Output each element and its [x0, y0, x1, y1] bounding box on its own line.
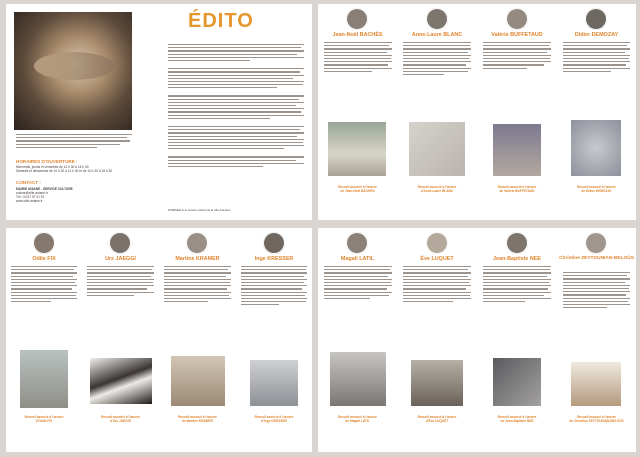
artist-caption: Recueil associé à l'œuvre de Martine KRAMER	[178, 415, 217, 423]
artist-portrait	[33, 232, 55, 254]
artist-name: Christine ZEYTOUNIAN-BELOÜS	[559, 256, 634, 261]
artist-card	[477, 4, 557, 220]
artist-portrait	[585, 8, 607, 30]
edito-body-col1	[16, 134, 132, 150]
artist-bio	[324, 266, 392, 301]
artist-portrait	[346, 232, 368, 254]
artist-name: Valérie BUFFETAUD	[491, 32, 543, 38]
artwork-image	[328, 122, 386, 176]
artist-card	[318, 228, 397, 452]
artist-card	[159, 228, 236, 452]
artist-name: Urs JAEGGI	[105, 256, 136, 262]
artist-portrait	[426, 232, 448, 254]
artwork-image	[571, 120, 621, 176]
artwork-image	[20, 350, 68, 408]
artist-bio	[87, 266, 154, 298]
page-artists-bottom-left	[6, 228, 312, 452]
edito-photo	[14, 12, 132, 130]
artist-portrait	[263, 232, 285, 254]
contact-line-3: Tél : 04 67 57 01 91	[16, 195, 45, 199]
artist-bio	[563, 42, 630, 74]
artist-caption: Recueil associé à l'œuvre de Valérie BUFFETAUD	[497, 185, 537, 193]
artist-caption: Recueil associé à l'œuvre d'Odile FIX	[24, 415, 64, 423]
artist-card	[557, 228, 636, 452]
hours-title: HORAIRES D'OUVERTURE :	[16, 159, 78, 164]
artist-card	[557, 4, 636, 220]
artist-caption: Recueil associé à l'œuvre d'Urs JAEGGI	[101, 415, 140, 423]
artist-bio	[483, 266, 551, 304]
artist-name: Magali LATIL	[340, 256, 375, 262]
artist-portrait	[186, 232, 208, 254]
artist-bio	[483, 42, 551, 71]
artwork-image	[571, 362, 621, 406]
artwork-image	[171, 356, 225, 406]
hours-line-1: Mercredis, jeudis et vendredis de 14 h 30 à 18 h 30	[16, 165, 89, 169]
artist-portrait	[585, 232, 607, 254]
artwork-image	[409, 122, 465, 176]
artwork-image	[493, 124, 541, 176]
artist-card	[397, 4, 477, 220]
artist-bio	[241, 266, 307, 307]
artist-bio	[403, 266, 471, 304]
artist-bio	[164, 266, 231, 304]
artist-portrait	[426, 8, 448, 30]
artist-card	[6, 228, 82, 452]
artist-caption: Recueil associé à l'œuvre d'Anne-Laure BLANC	[417, 185, 457, 193]
artist-portrait	[506, 8, 528, 30]
artwork-image	[250, 360, 298, 406]
artwork-image	[330, 352, 386, 406]
artwork-image	[411, 360, 463, 406]
artist-portrait	[109, 232, 131, 254]
contact-line-1: MAIRIE ANIANE - SERVICE CULTURE	[16, 187, 73, 191]
artist-bio	[11, 266, 77, 304]
artist-portrait	[346, 8, 368, 30]
artist-bio	[403, 42, 471, 77]
artist-name: Anne-Laure BLANC	[411, 32, 463, 38]
artist-portrait	[506, 232, 528, 254]
artist-bio	[563, 272, 630, 310]
artist-name: Jean-Noël BACHÈS	[332, 32, 383, 38]
contact-line-4[interactable]: www.ville-aniane.fr	[16, 199, 43, 203]
artist-name: Ève LUQUET	[420, 256, 454, 262]
artist-caption: Recueil associé à l'œuvre de Magali LATIL	[338, 415, 377, 423]
artist-caption: Recueil associé à l'œuvre de Jean-Baptiste NEE	[497, 415, 537, 423]
edito-body-col2	[168, 44, 304, 169]
artwork-image	[493, 358, 541, 406]
contact-title: CONTACT :	[16, 180, 41, 185]
artist-card	[82, 228, 159, 452]
contact-line-2[interactable]: culture@ville-aniane.fr	[16, 191, 48, 195]
artist-name: Didier DEMOZAY	[574, 32, 619, 38]
edito-title: ÉDITO	[188, 10, 254, 32]
artist-bio	[324, 42, 392, 74]
artist-card	[397, 228, 477, 452]
artist-caption: Recueil associé à l'œuvre d'Inge KRESSER	[254, 415, 294, 423]
artist-caption: Recueil associé à l'œuvre de Didier DEMOZAY	[577, 185, 616, 193]
edito-photo-fish	[34, 52, 114, 80]
page-edito	[6, 4, 312, 220]
artist-card	[477, 228, 557, 452]
artist-card	[236, 228, 312, 452]
artist-name: Odile FIX	[32, 256, 56, 262]
artist-name: Inge KRESSER	[254, 256, 294, 262]
artwork-image	[90, 358, 152, 404]
page-artists-bottom-right	[318, 228, 636, 452]
artist-caption: Recueil associé à l'œuvre de Jean-Noël BACHÈS	[338, 185, 377, 193]
artist-card	[318, 4, 397, 220]
artist-name: Jean-Baptiste NEE	[493, 256, 541, 262]
edito-signature: POMPIER et le service culturel de la ville d'Aniane	[168, 208, 231, 212]
artist-caption: Recueil associé à l'œuvre de Christine ZEYTOUNIAN-BELOÜS	[569, 415, 624, 423]
page-artists-top	[318, 4, 636, 220]
hours-line-2: Samedis et dimanches de 10 h 30 à 12 h 30 et de 14 h 30 à 18 h 30	[16, 169, 113, 173]
artist-caption: Recueil associé à l'œuvre d'Ève LUQUET	[417, 415, 457, 423]
artist-name: Martine KRAMER	[175, 256, 220, 262]
